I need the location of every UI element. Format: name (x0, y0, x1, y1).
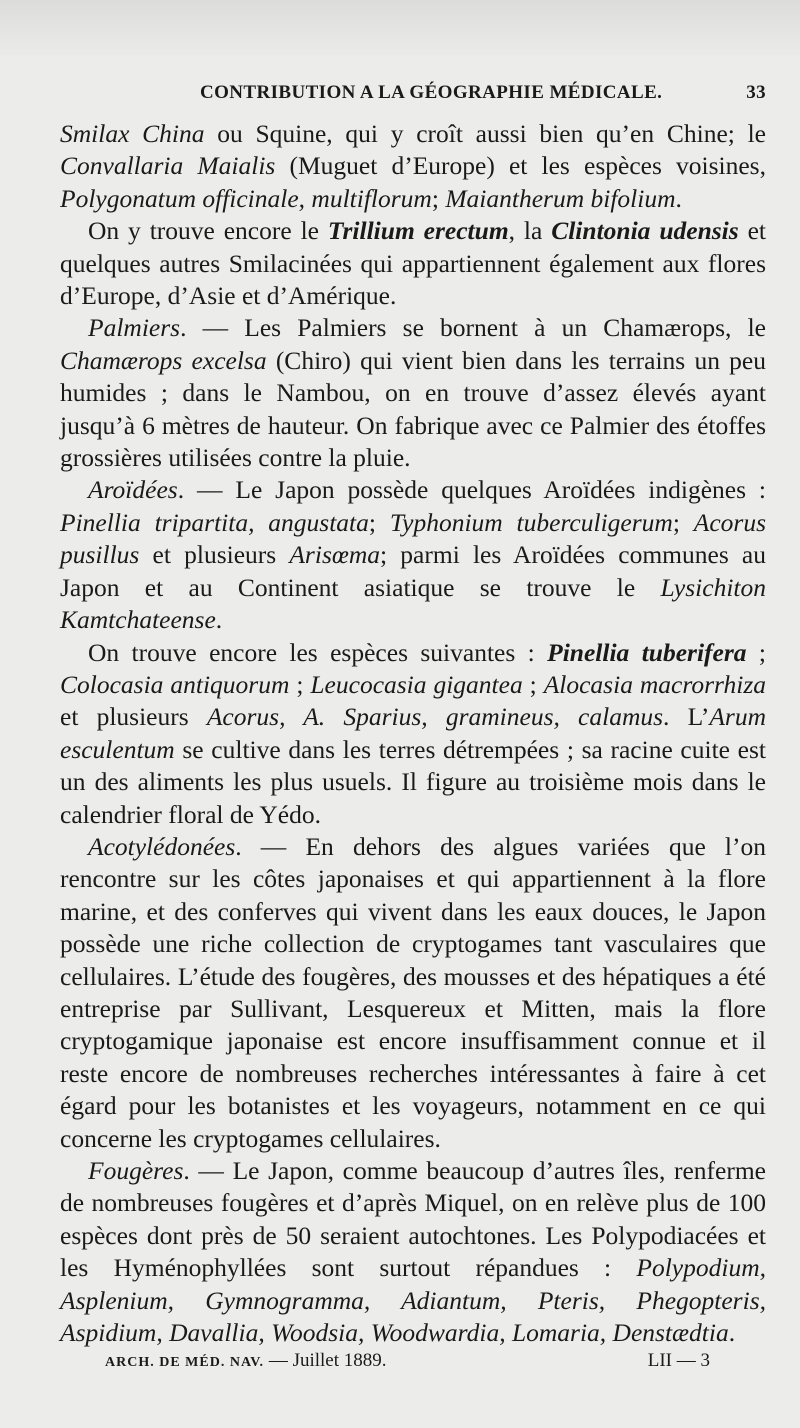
italic-term: Typhonium tuberculigerum (389, 507, 673, 537)
italic-term: Aroïdées (88, 475, 178, 505)
text-run: ; (746, 637, 766, 667)
page-top-shading (0, 0, 800, 60)
paragraph (60, 1155, 766, 1349)
italic-term: Alocasia macrorrhiza (543, 669, 766, 699)
text-run: et quelques autres Smilacinées qui appartiennent également aux flores d’Europe, d’Asie et d’Amérique. (60, 216, 766, 311)
text-run: ; parmi les Aroïdées communes au Japon et au Continent asiatique se trouve le (60, 540, 766, 602)
page-number: 33 (746, 82, 766, 103)
text-run: (Chiro) qui vient bien dans les terrains un peu humides ; dans le Nambou, on en trouve d’assez élevés ayant jusqu’à 6 mètres de hauteur. On fabrique avec ce Palmier des étoffes grossières utilisées contre la pluie. (60, 345, 766, 473)
text-run: et plusieurs (60, 702, 207, 732)
italic-term: Acorus pusillus (60, 507, 767, 570)
italic-term: Arisœma (289, 540, 381, 570)
italic-term: Arum esculentum (60, 702, 767, 764)
footer-journal: ARCH. DE MÉD. NAV. (105, 1355, 265, 1370)
italic-term: Fougères (88, 1156, 184, 1185)
italic-term: Colocasia antiquorum (60, 669, 290, 699)
italic-term: Trillium erectum (327, 216, 509, 246)
paragraph (60, 312, 766, 474)
text-run: . L’ (663, 702, 710, 732)
text-run: . — En dehors des algues variées que l’on rencontre sur les côtes japonaises et qui appartiennent à la flore marine, et des conferves qui vivent dans les eaux douces, le Japon possède une riche collection de cryptogames tant vasculaires que cellulaires. L’étude des fougères, des mousses et des hépatiques a été entreprise par Sullivant, Lesquereux et Mitten, mais la flore cryptogamique japonaise est encore insuffisamment connue et il reste encore de nombreuses recherches intéressantes à faire à cet égard pour les botanistes et les voyageurs, notamment en ce qui concerne les cryptogames cellulaires. (60, 831, 766, 1153)
italic-term: Acotylédonées (88, 831, 236, 861)
italic-term: Chamærops excelsa (60, 345, 267, 375)
italic-term: Maiantherum bifolium (445, 183, 676, 213)
text-run: ; (368, 507, 390, 537)
text-run: . — Les Palmiers se bornent à un Chamærops, le (180, 313, 766, 343)
italic-term: Leucocasia gigantea (310, 669, 523, 699)
body-text (60, 118, 766, 1349)
footer-citation (105, 1350, 387, 1372)
italic-term: Polygonatum officinale, multiflorum (60, 183, 432, 213)
italic-term: Convallaria Maialis (60, 151, 276, 181)
text-run: ou Squine, qui y croît aussi bien qu’en Chine; le (204, 119, 766, 148)
text-run: . — Le Japon, comme beaucoup d’autres îles, renferme de nombreuses fougères et d’après Miquel, on en relève plus de 100 espèces dont près de 50 seraient autochtones. Les Polypodiacées et les Hyménophyllées sont surtout répandues : (60, 1156, 766, 1283)
text-run: ; (672, 507, 694, 537)
italic-term: Clintonia udensis (551, 216, 739, 246)
text-run: ; (289, 669, 311, 699)
italic-term: Smilax China (60, 119, 205, 148)
text-run: et plusieurs (139, 540, 290, 570)
running-header (60, 82, 766, 112)
italic-term: Lysichiton Kamtchateense (60, 572, 766, 635)
italic-term: Pinellia tuberifera (547, 637, 747, 667)
page-footer (105, 1350, 710, 1378)
text-run: . (675, 183, 682, 213)
text-run: ; (431, 183, 446, 213)
paragraph (60, 831, 766, 1155)
text-run: . (728, 1318, 736, 1348)
text-run: (Muguet d’Europe) et les espèces voisines, (275, 151, 766, 181)
text-run: On trouve encore les espèces suivantes : (88, 637, 548, 667)
paragraph (60, 215, 766, 312)
paragraph (60, 474, 766, 636)
italic-term: Pinellia tripartita, angustata (60, 507, 369, 537)
italic-term: Palmiers (88, 313, 181, 343)
paragraph (60, 637, 766, 831)
text-run: se cultive dans les terres détrempées ; sa racine cuite est un des aliments les plus usuels. Il figure au troisième mois dans le calendrier floral de Yédo. (60, 734, 766, 829)
text-run: , la (508, 216, 552, 246)
text-run: On y trouve encore le (88, 216, 328, 246)
text-run: ; (522, 669, 544, 699)
footer-date: — Juillet 1889. (264, 1350, 387, 1371)
italic-term: Polypodium, Asplenium, Gymnogramma, Adiantum, Pteris, Phegopteris, Aspidium, Davallia, Woodsia, Woodwardia, Lomaria, Denstædtia (60, 1253, 766, 1348)
text-run: . — Le Japon possède quelques Aroïdées indigènes : (177, 475, 766, 505)
running-title: CONTRIBUTION A LA GÉOGRAPHIE MÉDICALE. (200, 82, 663, 103)
italic-term: Acorus, A. Sparius, gramineus, calamus (206, 702, 664, 732)
footer-signature: LII — 3 (647, 1350, 710, 1371)
text-run: . (215, 605, 223, 635)
paragraph (60, 118, 766, 215)
